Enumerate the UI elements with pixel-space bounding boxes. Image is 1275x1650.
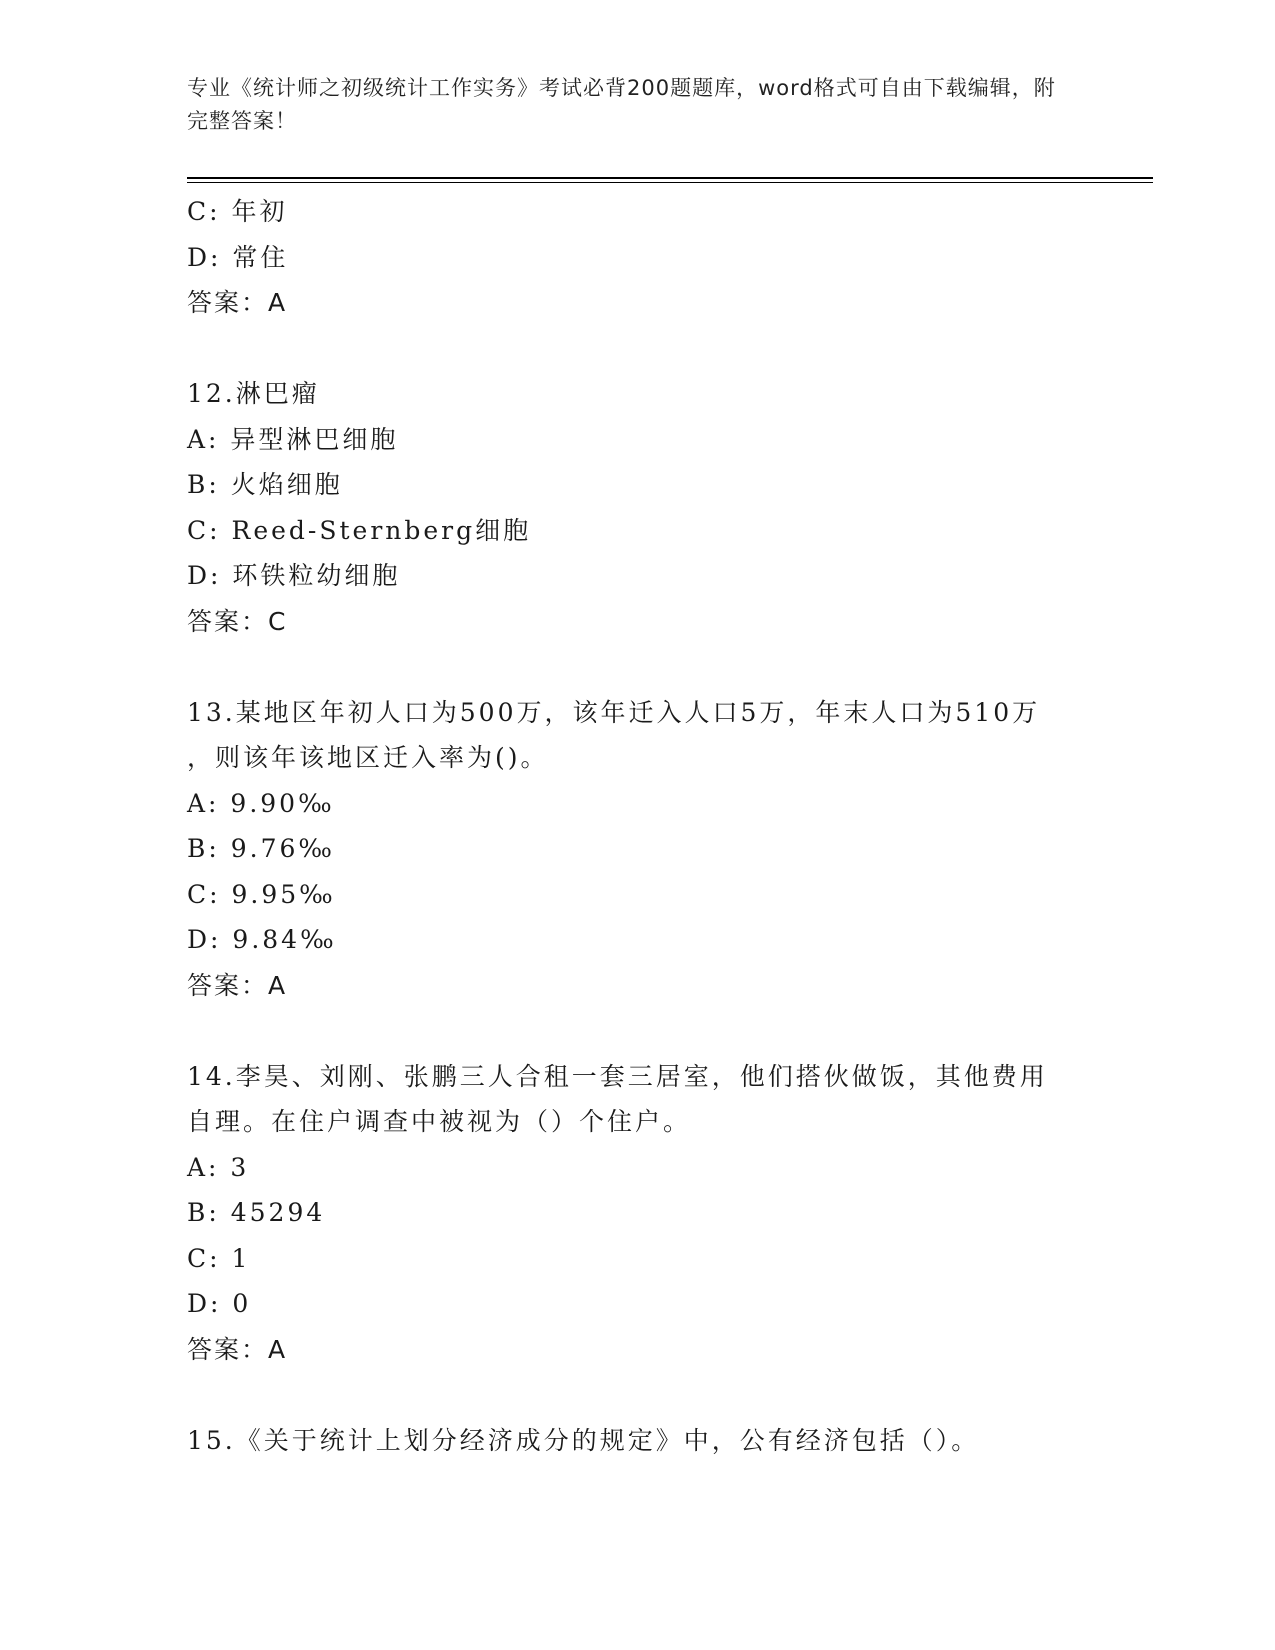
option-line: C: Reed-Sternberg细胞 — [187, 515, 532, 545]
header-rule-thick — [187, 177, 1153, 179]
option-line: B: 9.76‰ — [187, 834, 335, 863]
option-line: D: 常住 — [187, 242, 289, 272]
question-line: ，则该年该地区迁入率为()。 — [187, 743, 549, 772]
question-line: 15.《关于统计上划分经济成分的规定》中，公有经济包括（）。 — [187, 1425, 980, 1455]
question-line: 12.淋巴瘤 — [187, 379, 320, 408]
spacer — [187, 1008, 1087, 1054]
spacer — [187, 644, 1087, 690]
option-line: C: 9.95‰ — [187, 879, 336, 909]
option-line: A: 3 — [187, 1152, 250, 1182]
option-line: D: 环铁粒幼细胞 — [187, 561, 401, 590]
answer-line: 答案：A — [187, 288, 288, 317]
option-line: C: 年初 — [187, 197, 288, 226]
answer-line: 答案：A — [187, 1334, 288, 1364]
question-line: 自理。在住户调查中被视为（）个住户。 — [187, 1107, 692, 1136]
option-line: A: 异型淋巴细胞 — [187, 424, 399, 454]
option-line: D: 0 — [187, 1289, 252, 1318]
page-header: 专业《统计师之初级统计工作实务》考试必背200题题库，word格式可自由下载编辑，附完整答案！ — [187, 76, 1056, 133]
header-rule-thin — [187, 182, 1153, 183]
answer-line: 答案：A — [187, 970, 288, 1000]
question-line: 13.某地区年初人口为500万，该年迁入人口5万，年末人口为510万 — [187, 697, 1041, 727]
option-line: B: 45294 — [187, 1198, 326, 1227]
question-list — [187, 189, 1087, 1463]
spacer — [187, 326, 1087, 372]
option-line: A: 9.90‰ — [187, 788, 335, 818]
question-line: 14.李昊、刘刚、张鹏三人合租一套三居室，他们搭伙做饭，其他费用 — [187, 1061, 1048, 1091]
spacer — [187, 1372, 1087, 1418]
option-line: D: 9.84‰ — [187, 925, 337, 954]
option-line: C: 1 — [187, 1243, 251, 1273]
option-line: B: 火焰细胞 — [187, 470, 343, 499]
answer-line: 答案：C — [187, 606, 288, 636]
